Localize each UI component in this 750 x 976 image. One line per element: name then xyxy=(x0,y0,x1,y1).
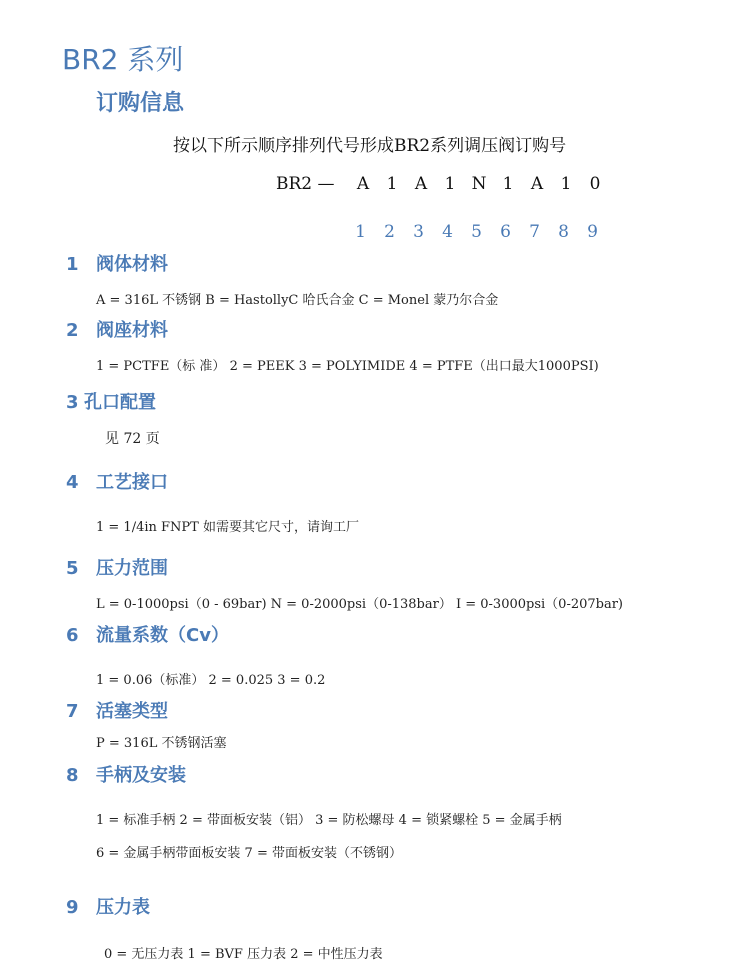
code-prefix: BR2 — xyxy=(276,174,335,194)
code-position: 3 xyxy=(413,222,424,242)
order-info-title: 订购信息 xyxy=(96,91,185,116)
code-letter: N xyxy=(471,174,487,194)
option-line: 6 = 金属手柄带面板安装 7 = 带面板安装（不锈钢） xyxy=(96,846,402,861)
order-code xyxy=(276,174,610,194)
section-title: 流量系数（Cv） xyxy=(96,625,229,646)
code-position: 4 xyxy=(442,222,453,242)
code-position: 9 xyxy=(587,222,598,242)
code-letter: 1 xyxy=(502,174,514,194)
option-line: 1 = PCTFE（标 准） 2 = PEEK 3 = POLYIMIDE 4 = PTFE（出口最大1000PSI) xyxy=(96,359,599,374)
section-heading-handle-mounting xyxy=(66,761,186,787)
code-letter: 0 xyxy=(589,174,601,194)
section-title: 压力范围 xyxy=(96,558,168,579)
section-title: 孔口配置 xyxy=(84,392,156,413)
code-position: 8 xyxy=(558,222,569,242)
option-line: A = 316L 不锈钢 B = HastollyC 哈氏合金 C = Monel 蒙乃尔合金 xyxy=(96,293,499,308)
intro-text: 按以下所示顺序排列代号形成BR2系列调压阀订购号 xyxy=(173,136,567,156)
section-number: 1 xyxy=(66,254,79,275)
code-position: 1 xyxy=(355,222,366,242)
option-line: 1 = 标准手柄 2 = 带面板安装（铝） 3 = 防松螺母 4 = 锁紧螺栓 5 = 金属手柄 xyxy=(96,813,562,828)
section-number: 3 xyxy=(66,392,79,413)
option-line: 见 72 页 xyxy=(105,431,160,447)
code-positions xyxy=(346,222,607,242)
section-heading-port-config xyxy=(66,388,156,414)
code-letter: 1 xyxy=(444,174,456,194)
section-heading-pressure-range xyxy=(66,554,168,580)
section-title: 手柄及安装 xyxy=(96,765,186,786)
option-line: 0 = 无压力表 1 = BVF 压力表 2 = 中性压力表 xyxy=(104,947,383,962)
section-heading-process-connection xyxy=(66,468,168,494)
section-heading-flow-coefficient xyxy=(66,621,229,647)
option-line: P = 316L 不锈钢活塞 xyxy=(96,736,227,751)
section-number: 4 xyxy=(66,472,79,493)
option-line: 1 = 1/4in FNPT 如需要其它尺寸，请询工厂 xyxy=(96,520,359,535)
section-heading-pressure-gauge xyxy=(66,893,150,919)
section-heading-seat-material xyxy=(66,316,168,342)
code-letter: A xyxy=(530,174,544,194)
code-letter: A xyxy=(414,174,428,194)
code-letter: 1 xyxy=(560,174,572,194)
section-title: 阀体材料 xyxy=(96,254,168,275)
code-position: 2 xyxy=(384,222,395,242)
section-number: 6 xyxy=(66,625,79,646)
option-line: L = 0-1000psi（0 - 69bar) N = 0-2000psi（0-138bar） I = 0-3000psi（0-207bar) xyxy=(96,597,624,612)
code-position: 5 xyxy=(471,222,482,242)
section-title: 压力表 xyxy=(96,897,150,918)
section-number: 8 xyxy=(66,765,79,786)
section-title: 活塞类型 xyxy=(96,701,168,722)
section-heading-piston-type xyxy=(66,697,168,723)
section-number: 2 xyxy=(66,320,79,341)
option-line: 1 = 0.06（标准） 2 = 0.025 3 = 0.2 xyxy=(96,673,326,688)
series-title: BR2 系列 xyxy=(62,43,184,76)
code-position: 7 xyxy=(529,222,540,242)
section-number: 9 xyxy=(66,897,79,918)
code-letter: 1 xyxy=(386,174,398,194)
code-position: 6 xyxy=(500,222,511,242)
section-number: 5 xyxy=(66,558,79,579)
section-title: 阀座材料 xyxy=(96,320,168,341)
section-number: 7 xyxy=(66,701,79,722)
section-heading-body-material xyxy=(66,250,168,276)
code-letter: A xyxy=(356,174,370,194)
section-title: 工艺接口 xyxy=(96,472,168,493)
